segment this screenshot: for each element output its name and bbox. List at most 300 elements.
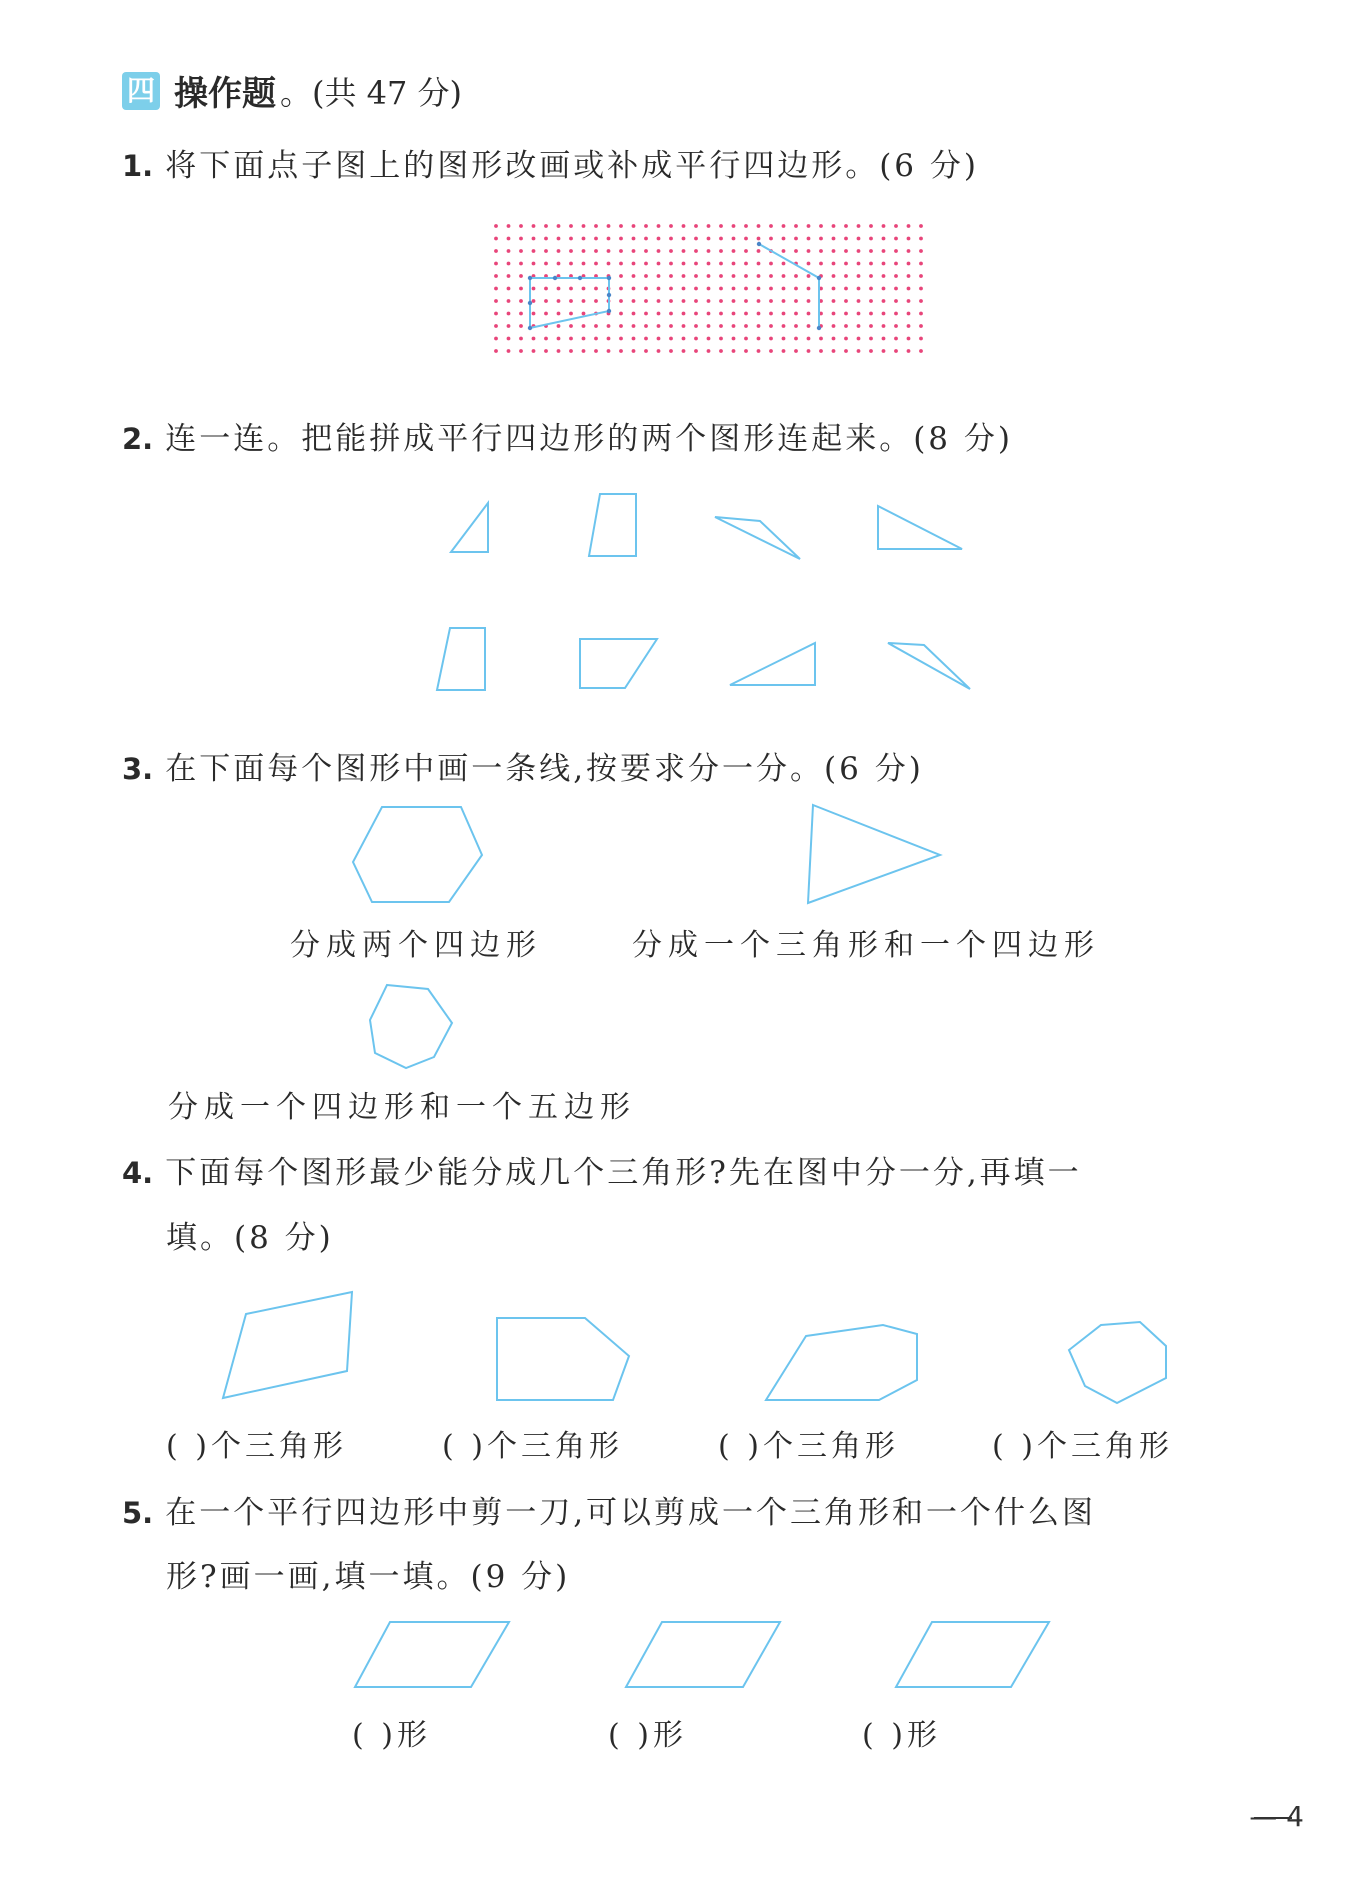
grid-dot <box>494 299 498 303</box>
grid-dot <box>819 249 823 253</box>
q5-answer-blank[interactable]: ( )形 <box>862 1718 941 1753</box>
grid-dot <box>769 349 773 353</box>
grid-dot <box>719 349 723 353</box>
grid-dot <box>544 224 548 228</box>
grid-dot <box>694 237 698 241</box>
grid-dot <box>532 262 536 266</box>
grid-dot <box>582 337 586 341</box>
grid-dot <box>694 287 698 291</box>
grid-dot <box>707 349 711 353</box>
grid-dot <box>694 224 698 228</box>
grid-dot <box>732 262 736 266</box>
grid-dot <box>744 262 748 266</box>
grid-dot <box>819 262 823 266</box>
q3-triangle <box>808 805 940 903</box>
grid-dot <box>844 337 848 341</box>
grid-dot <box>544 249 548 253</box>
grid-dot <box>694 312 698 316</box>
grid-dot <box>857 237 861 241</box>
grid-dot <box>557 349 561 353</box>
grid-dot <box>757 324 761 328</box>
grid-dot <box>669 349 673 353</box>
q5-answer-blank[interactable]: ( )形 <box>352 1718 431 1753</box>
shape-vertex-dot <box>607 276 611 280</box>
grid-dot <box>632 237 636 241</box>
q4-answer-blank[interactable]: ( )个三角形 <box>718 1429 899 1464</box>
grid-dot <box>832 337 836 341</box>
grid-dot <box>732 249 736 253</box>
grid-dot <box>682 224 686 228</box>
grid-dot <box>807 274 811 278</box>
grid-dot <box>582 287 586 291</box>
grid-dot <box>607 237 611 241</box>
grid-dot <box>832 349 836 353</box>
grid-dot <box>732 349 736 353</box>
grid-dot <box>519 224 523 228</box>
question-number: 4. <box>122 1156 154 1190</box>
grid-dot <box>782 287 786 291</box>
grid-dot <box>732 274 736 278</box>
grid-dot <box>907 249 911 253</box>
grid-dot <box>869 349 873 353</box>
grid-dot <box>507 312 511 316</box>
grid-dot <box>607 337 611 341</box>
grid-dot <box>807 299 811 303</box>
grid-dot <box>882 287 886 291</box>
question-number: 2. <box>122 422 154 456</box>
grid-dot <box>519 274 523 278</box>
grid-dot <box>544 262 548 266</box>
shape-vertex-dot <box>528 276 532 280</box>
grid-dot <box>807 262 811 266</box>
grid-dot <box>644 312 648 316</box>
section-badge: 四 <box>122 72 160 110</box>
grid-dot <box>694 249 698 253</box>
grid-dot <box>782 274 786 278</box>
grid-dot <box>707 312 711 316</box>
grid-dot <box>682 349 686 353</box>
grid-dot <box>557 299 561 303</box>
grid-dot <box>507 349 511 353</box>
grid-dot <box>894 299 898 303</box>
grid-dot <box>719 274 723 278</box>
grid-dot <box>869 312 873 316</box>
grid-dot <box>782 237 786 241</box>
grid-dot <box>869 287 873 291</box>
grid-dot <box>544 299 548 303</box>
grid-dot <box>794 287 798 291</box>
grid-dot <box>544 237 548 241</box>
grid-dot <box>832 299 836 303</box>
grid-dot <box>894 262 898 266</box>
grid-dot <box>732 312 736 316</box>
grid-dot <box>594 262 598 266</box>
grid-dot <box>744 312 748 316</box>
grid-dot <box>744 299 748 303</box>
grid-dot <box>844 274 848 278</box>
page-number: — 4 <box>1249 1800 1304 1833</box>
grid-dot <box>782 224 786 228</box>
section-title-text: 操作题 <box>174 74 276 114</box>
q1-trapezoid <box>530 278 609 328</box>
grid-dot <box>494 249 498 253</box>
grid-dot <box>732 287 736 291</box>
grid-dot <box>857 312 861 316</box>
grid-dot <box>619 349 623 353</box>
q3-caption-hexagon: 分成两个四边形 <box>290 928 542 963</box>
grid-dot <box>582 224 586 228</box>
grid-dot <box>682 337 686 341</box>
grid-dot <box>594 224 598 228</box>
grid-dot <box>582 237 586 241</box>
grid-dot <box>644 299 648 303</box>
grid-dot <box>569 337 573 341</box>
grid-dot <box>669 337 673 341</box>
grid-dot <box>769 324 773 328</box>
grid-dot <box>519 349 523 353</box>
grid-dot <box>907 237 911 241</box>
grid-dot <box>569 324 573 328</box>
grid-dot <box>607 349 611 353</box>
grid-dot <box>882 299 886 303</box>
grid-dot <box>682 274 686 278</box>
grid-dot <box>857 324 861 328</box>
q5-parallelogram <box>355 1622 509 1687</box>
grid-dot <box>569 349 573 353</box>
grid-dot <box>682 324 686 328</box>
grid-dot <box>607 324 611 328</box>
grid-dot <box>732 237 736 241</box>
grid-dot <box>619 224 623 228</box>
grid-dot <box>882 312 886 316</box>
grid-dot <box>794 274 798 278</box>
grid-dot <box>794 312 798 316</box>
grid-dot <box>882 262 886 266</box>
grid-dot <box>882 274 886 278</box>
grid-dot <box>919 224 923 228</box>
grid-dot <box>594 324 598 328</box>
grid-dot <box>719 324 723 328</box>
grid-dot <box>707 237 711 241</box>
question-text: 连一连。把能拼成平行四边形的两个图形连起来。(8 分) <box>165 421 1013 457</box>
section-score: 。(共 47 分) <box>280 73 463 112</box>
grid-dot <box>794 249 798 253</box>
grid-dot <box>657 337 661 341</box>
grid-dot <box>557 337 561 341</box>
grid-dot <box>894 287 898 291</box>
grid-dot <box>832 274 836 278</box>
grid-dot <box>582 349 586 353</box>
grid-dot <box>807 324 811 328</box>
grid-dot <box>582 312 586 316</box>
question-number: 3. <box>122 752 154 786</box>
grid-dot <box>819 337 823 341</box>
grid-dot <box>632 337 636 341</box>
grid-dot <box>632 287 636 291</box>
grid-dot <box>532 249 536 253</box>
grid-dot <box>794 224 798 228</box>
grid-dot <box>794 237 798 241</box>
grid-dot <box>919 249 923 253</box>
grid-dot <box>519 324 523 328</box>
grid-dot <box>644 262 648 266</box>
grid-dot <box>744 349 748 353</box>
grid-dot <box>669 324 673 328</box>
grid-dot <box>519 337 523 341</box>
grid-dot <box>519 299 523 303</box>
grid-dot <box>507 249 511 253</box>
grid-dot <box>557 312 561 316</box>
grid-dot <box>507 262 511 266</box>
grid-dot <box>707 337 711 341</box>
grid-dot <box>632 349 636 353</box>
grid-dot <box>732 324 736 328</box>
grid-dot <box>819 224 823 228</box>
grid-dot <box>619 312 623 316</box>
grid-dot <box>757 249 761 253</box>
grid-dot <box>632 262 636 266</box>
grid-dot <box>882 349 886 353</box>
grid-dot <box>782 337 786 341</box>
grid-dot <box>907 324 911 328</box>
grid-dot <box>857 249 861 253</box>
grid-dot <box>707 249 711 253</box>
grid-dot <box>844 287 848 291</box>
grid-dot <box>607 224 611 228</box>
grid-dot <box>907 287 911 291</box>
grid-dot <box>744 237 748 241</box>
grid-dot <box>682 287 686 291</box>
grid-dot <box>519 312 523 316</box>
q2-piece-obtuse-triangle <box>715 517 800 559</box>
grid-dot <box>707 274 711 278</box>
grid-dot <box>769 312 773 316</box>
grid-dot <box>632 274 636 278</box>
grid-dot <box>757 349 761 353</box>
grid-dot <box>894 324 898 328</box>
grid-dot <box>769 287 773 291</box>
grid-dot <box>882 224 886 228</box>
grid-dot <box>907 337 911 341</box>
grid-dot <box>882 237 886 241</box>
grid-dot <box>707 299 711 303</box>
grid-dot <box>644 349 648 353</box>
question-text: 将下面点子图上的图形改画或补成平行四边形。(6 分) <box>165 148 979 184</box>
grid-dot <box>782 349 786 353</box>
grid-dot <box>557 324 561 328</box>
grid-dot <box>757 337 761 341</box>
grid-dot <box>807 312 811 316</box>
grid-dot <box>557 262 561 266</box>
grid-dot <box>844 224 848 228</box>
grid-dot <box>807 287 811 291</box>
grid-dot <box>869 337 873 341</box>
grid-dot <box>594 337 598 341</box>
grid-dot <box>844 299 848 303</box>
grid-dot <box>844 349 848 353</box>
grid-dot <box>744 287 748 291</box>
grid-dot <box>582 249 586 253</box>
grid-dot <box>732 299 736 303</box>
grid-dot <box>669 237 673 241</box>
grid-dot <box>557 224 561 228</box>
shape-vertex-dot <box>607 293 611 297</box>
grid-dot <box>882 249 886 253</box>
grid-dot <box>569 224 573 228</box>
grid-dot <box>894 224 898 228</box>
question-number: 5. <box>122 1496 154 1530</box>
grid-dot <box>894 349 898 353</box>
grid-dot <box>832 224 836 228</box>
q4-parallelogram <box>223 1292 352 1398</box>
grid-dot <box>907 274 911 278</box>
grid-dot <box>657 349 661 353</box>
grid-dot <box>607 249 611 253</box>
grid-dot <box>657 249 661 253</box>
grid-dot <box>844 249 848 253</box>
grid-dot <box>894 274 898 278</box>
shape-vertex-dot <box>528 301 532 305</box>
grid-dot <box>832 324 836 328</box>
grid-dot <box>857 262 861 266</box>
grid-dot <box>569 249 573 253</box>
grid-dot <box>619 337 623 341</box>
q4-heptagon <box>1069 1322 1166 1403</box>
grid-dot <box>719 312 723 316</box>
grid-dot <box>657 224 661 228</box>
grid-dot <box>869 324 873 328</box>
grid-dot <box>757 237 761 241</box>
grid-dot <box>782 324 786 328</box>
grid-dot <box>769 224 773 228</box>
grid-dot <box>807 224 811 228</box>
grid-dot <box>507 224 511 228</box>
grid-dot <box>882 324 886 328</box>
grid-dot <box>594 237 598 241</box>
grid-dot <box>807 237 811 241</box>
grid-dot <box>669 274 673 278</box>
grid-dot <box>807 349 811 353</box>
grid-dot <box>894 312 898 316</box>
grid-dot <box>719 249 723 253</box>
grid-dot <box>832 262 836 266</box>
grid-dot <box>757 287 761 291</box>
grid-dot <box>869 299 873 303</box>
grid-dot <box>532 349 536 353</box>
grid-dot <box>732 224 736 228</box>
shape-vertex-dot <box>817 276 821 280</box>
grid-dot <box>707 287 711 291</box>
grid-dot <box>532 312 536 316</box>
question-4-line2: 填。(8 分) <box>166 1220 334 1256</box>
grid-dot <box>669 299 673 303</box>
grid-dot <box>744 249 748 253</box>
grid-dot <box>507 237 511 241</box>
grid-dot <box>869 249 873 253</box>
grid-dot <box>919 299 923 303</box>
q2-piece-obtuse-triangle-2 <box>888 643 970 689</box>
grid-dot <box>582 299 586 303</box>
grid-dot <box>619 324 623 328</box>
grid-dot <box>532 237 536 241</box>
q4-answer-blank[interactable]: ( )个三角形 <box>442 1429 623 1464</box>
grid-dot <box>907 299 911 303</box>
q4-answer-blank[interactable]: ( )个三角形 <box>992 1429 1173 1464</box>
grid-dot <box>669 287 673 291</box>
shape-vertex-dot <box>757 242 761 246</box>
grid-dot <box>519 287 523 291</box>
grid-dot <box>782 262 786 266</box>
shape-vertex-dot <box>578 276 582 280</box>
grid-dot <box>694 299 698 303</box>
shape-vertex-dot <box>528 326 532 330</box>
q5-answer-blank[interactable]: ( )形 <box>608 1718 687 1753</box>
grid-dot <box>494 312 498 316</box>
q3-hexagon <box>353 807 482 902</box>
grid-dot <box>919 349 923 353</box>
grid-dot <box>682 312 686 316</box>
question-text: 在一个平行四边形中剪一刀,可以剪成一个三角形和一个什么图 <box>165 1495 1097 1531</box>
grid-dot <box>657 274 661 278</box>
grid-dot <box>557 287 561 291</box>
grid-dot <box>494 324 498 328</box>
q2-piece-triangle-2 <box>730 643 815 685</box>
q2-piece-small-triangle <box>451 503 488 552</box>
grid-dot <box>719 262 723 266</box>
grid-dot <box>494 224 498 228</box>
q2-piece-right-trapezoid <box>580 639 657 688</box>
grid-dot <box>557 249 561 253</box>
grid-dot <box>657 312 661 316</box>
grid-dot <box>507 287 511 291</box>
grid-dot <box>819 237 823 241</box>
grid-dot <box>507 337 511 341</box>
question-number: 1. <box>122 149 154 183</box>
grid-dot <box>532 287 536 291</box>
grid-dot <box>644 274 648 278</box>
grid-dot <box>857 274 861 278</box>
grid-dot <box>494 337 498 341</box>
grid-dot <box>494 262 498 266</box>
grid-dot <box>619 237 623 241</box>
grid-dot <box>719 224 723 228</box>
grid-dot <box>669 249 673 253</box>
grid-dot <box>682 262 686 266</box>
shape-vertex-dot <box>553 276 557 280</box>
grid-dot <box>907 262 911 266</box>
grid-dot <box>632 224 636 228</box>
grid-dot <box>832 249 836 253</box>
grid-dot <box>857 337 861 341</box>
grid-dot <box>632 324 636 328</box>
grid-dot <box>519 249 523 253</box>
grid-dot <box>919 312 923 316</box>
grid-dot <box>607 262 611 266</box>
q4-answer-blank[interactable]: ( )个三角形 <box>166 1429 347 1464</box>
grid-dot <box>707 262 711 266</box>
grid-dot <box>532 337 536 341</box>
grid-dot <box>619 262 623 266</box>
grid-dot <box>719 287 723 291</box>
grid-dot <box>669 224 673 228</box>
q5-parallelogram <box>626 1622 780 1687</box>
grid-dot <box>869 274 873 278</box>
grid-dot <box>844 324 848 328</box>
grid-dot <box>869 262 873 266</box>
grid-dot <box>694 337 698 341</box>
grid-dot <box>494 274 498 278</box>
grid-dot <box>832 287 836 291</box>
